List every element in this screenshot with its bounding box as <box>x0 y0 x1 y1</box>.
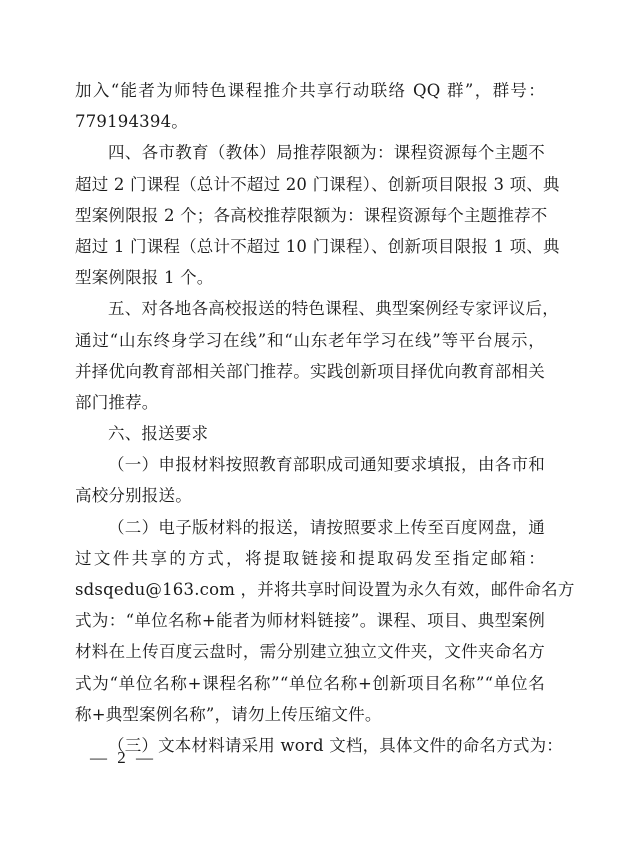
text-line: 式为“单位名称+课程名称”“单位名称+创新项目名称”“单位名 <box>75 673 545 693</box>
text-line: 779194394。 <box>75 112 188 132</box>
text-line: 材料在上传百度云盘时，需分别建立独立文件夹，文件夹命名方 <box>75 642 545 662</box>
document-body <box>75 75 575 761</box>
paragraph-four-heading-line: 四、各市教育（教体）局推荐限额为：课程资源每个主题不 <box>108 143 545 163</box>
text-line: 称+典型案例名称”，请勿上传压缩文件。 <box>75 704 382 724</box>
text-line: 过文件共享的方式，将提取链接和提取码发至指定邮箱： <box>75 548 545 568</box>
text-line: 通过“山东终身学习在线”和“山东老年学习在线”等平台展示， <box>75 330 545 350</box>
sub-item-one-line: （一）申报材料按照教育部职成司通知要求填报，由各市和 <box>108 455 545 475</box>
section-six-heading: 六、报送要求 <box>108 424 209 444</box>
text-line: 并择优向教育部相关部门推荐。实践创新项目择优向教育部相关 <box>75 361 545 381</box>
text-line: 部门推荐。 <box>75 392 159 412</box>
sub-item-three-line: （三）文本材料请采用 word 文档，具体文件的命名方式为： <box>108 735 563 755</box>
text-line: 加入“能者为师特色课程推介共享行动联络 QQ 群”，群号： <box>75 81 545 100</box>
paragraph-five-heading-line: 五、对各地各高校报送的特色课程、典型案例经专家评议后， <box>108 299 559 319</box>
text-line: 超过 2 门课程（总计不超过 20 门课程）、创新项目限报 3 项、典 <box>75 174 560 194</box>
text-line: 型案例限报 1 个。 <box>75 268 214 288</box>
sub-item-two-line: （二）电子版材料的报送，请按照要求上传至百度网盘，通 <box>108 517 545 537</box>
page-number: — 2 — <box>90 748 156 767</box>
text-line: 高校分别报送。 <box>75 486 192 506</box>
text-line: 超过 1 门课程（总计不超过 10 门课程）、创新项目限报 1 项、典 <box>75 236 560 256</box>
email-line: sdsqedu@163.com ，并将共享时间设置为永久有效，邮件命名方 <box>75 580 575 599</box>
text-line: 式为：“单位名称+能者为师材料链接”。课程、项目、典型案例 <box>75 611 545 631</box>
text-line: 型案例限报 2 个；各高校推荐限额为：课程资源每个主题推荐不 <box>75 205 548 225</box>
